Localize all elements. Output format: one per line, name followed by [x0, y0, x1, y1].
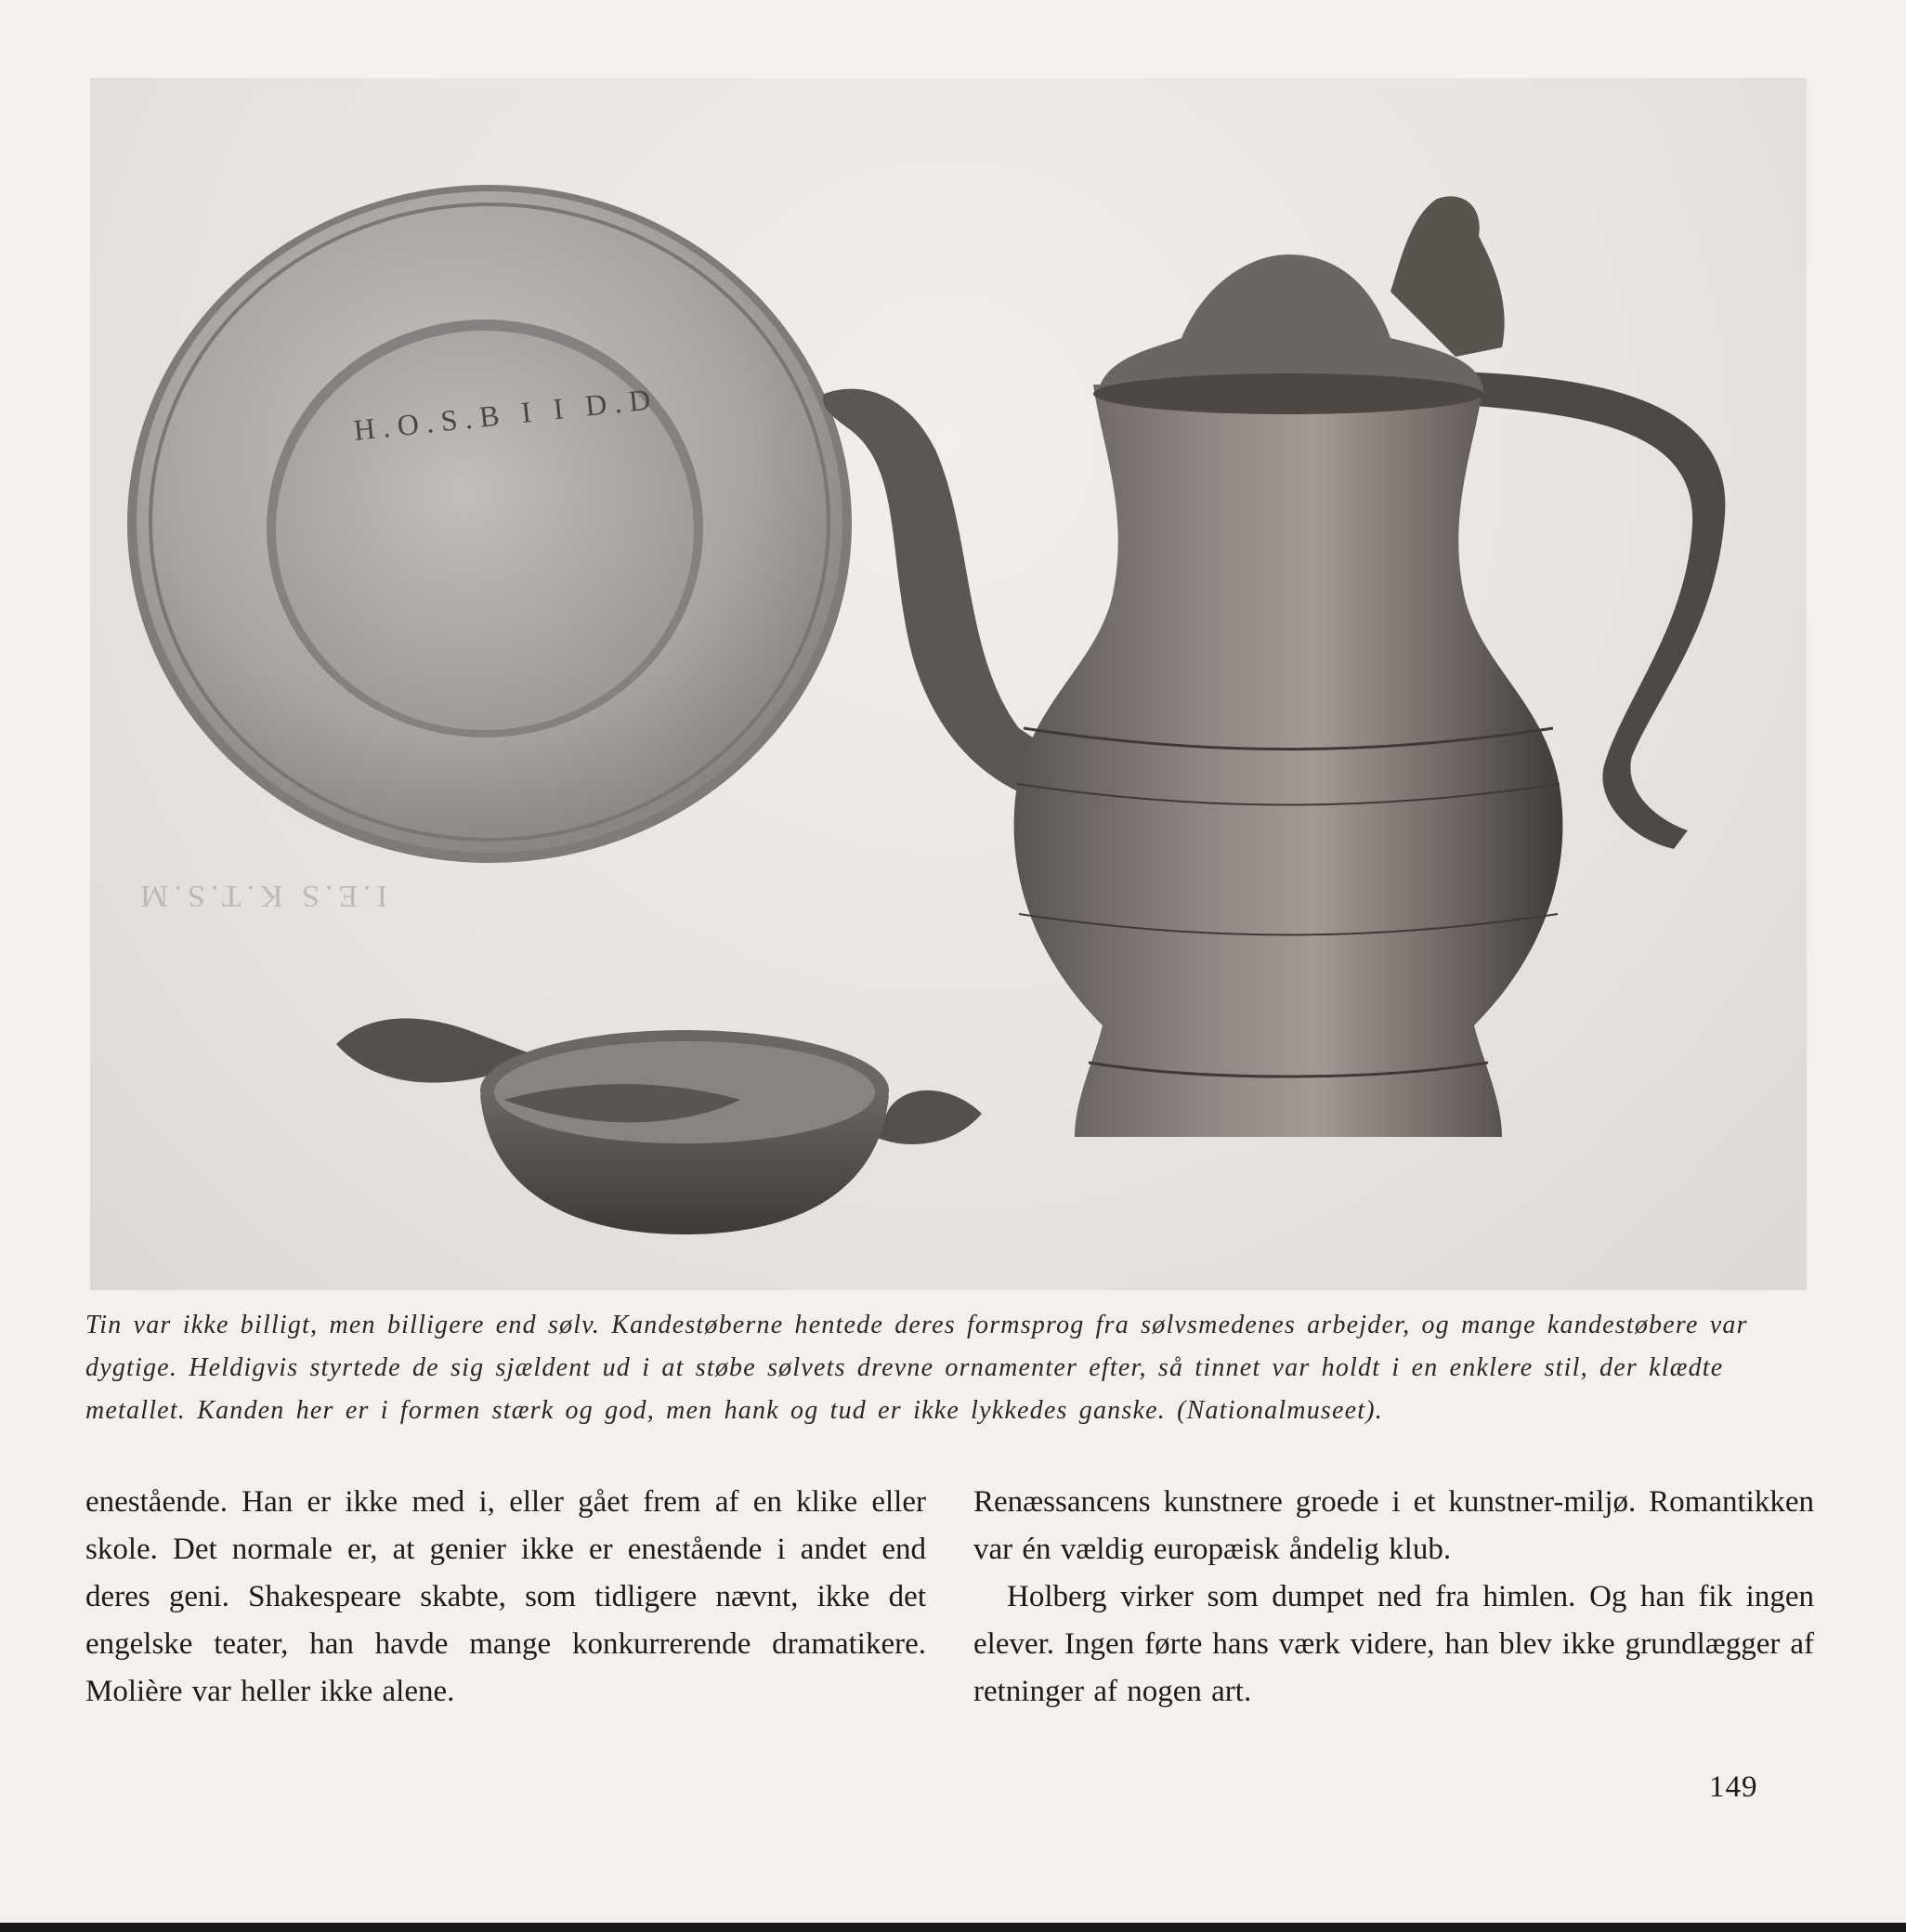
plate-inscription-top: H.O.S.B I I D.D: [351, 381, 659, 447]
pewter-porringer: [336, 1018, 982, 1234]
pewter-plate: [127, 185, 852, 913]
right-paragraph-2: Holberg virker som dumpet ned fra himlen. Og han fik ingen elever. Ingen førte hans værk videre, han blev ikke grundlægger af retninger af nogen art.: [973, 1580, 1814, 1708]
left-paragraph: enestående. Han er ikke med i, eller gået frem af en klike eller skole. Det normale er, at genier ikke er enestående i andet end deres geni. Shakespeare skabte, som tidligere nævnt, ikke det engelske teater, han havde mange konkurrerende dramatikere. Molière var heller ikke alene.: [85, 1485, 926, 1708]
pewter-objects-illustration: [90, 78, 1807, 1290]
photo-caption: Tin var ikke billigt, men billigere end sølv. Kandestøberne hentede deres formsprog fra sølvsmedenes arbejder, og mange kandestøbere var dygtige. Heldigvis styrtede de sig sjældent ud i at støbe sølvets drevne ornamenter efter, så tinnet var holdt i en enklere stil, der klædte metallet. Kanden her er i formen stærk og god, men hank og tud er ikke lykkedes ganske. (Nationalmuseet).: [85, 1311, 1748, 1425]
pewter-coffee-pot: [823, 196, 1725, 1137]
text-column-right: [973, 1479, 1814, 1716]
text-column-left: [85, 1479, 926, 1716]
pewter-photograph: [90, 78, 1807, 1290]
scan-bottom-edge: [0, 1923, 1906, 1932]
page-number: 149: [1709, 1770, 1758, 1804]
plate-inscription-bottom: I.E.S K.T.S.M: [135, 879, 387, 913]
right-paragraph-1: Renæssancens kunstnere groede i et kunstner-miljø. Romantikken var én vældig europæisk åndelig klub.: [973, 1485, 1814, 1566]
